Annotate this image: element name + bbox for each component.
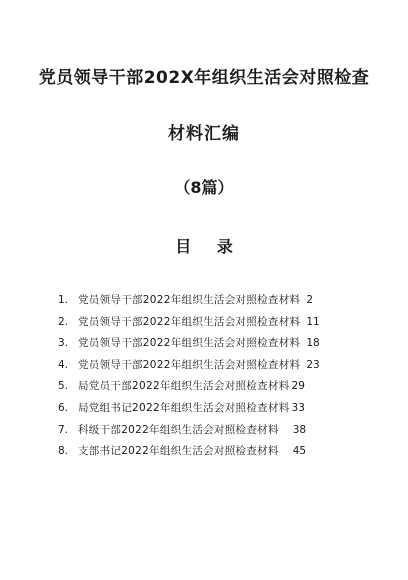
toc-entry-title: 局党员干部2022年组织生活会对照检查材料 xyxy=(78,380,290,393)
toc-entry xyxy=(58,443,358,465)
toc-entry-number: 4. xyxy=(58,358,69,371)
article-count: （8篇） xyxy=(174,178,234,197)
toc-entry-page: 38 xyxy=(292,423,307,436)
toc-entry-title: 支部书记2022年组织生活会对照检查材料 xyxy=(78,445,279,458)
toc-entry-page: 33 xyxy=(291,401,305,414)
toc-entry-title: 党员领导干部2022年组织生活会对照检查材料 xyxy=(78,315,301,328)
toc-entry xyxy=(58,335,358,357)
toc-entry-title: 党员领导干部2022年组织生活会对照检查材料 xyxy=(78,294,301,306)
toc-heading: 目 录 xyxy=(175,237,243,256)
toc-entry-number: 7. xyxy=(58,423,69,436)
toc-entry-page: 29 xyxy=(291,380,305,393)
toc-entry-title: 党员领导干部2022年组织生活会对照检查材料 xyxy=(78,358,301,371)
toc-entry xyxy=(58,314,358,336)
toc-entry xyxy=(58,378,358,400)
toc-entry-title: 科级干部2022年组织生活会对照检查材料 xyxy=(78,423,279,436)
toc-entry-number: 1. xyxy=(58,294,69,306)
toc-entry xyxy=(58,357,358,379)
toc-entry-number: 6. xyxy=(58,401,69,414)
toc-entry-page: 23 xyxy=(306,358,320,371)
toc-entry-number: 2. xyxy=(58,315,69,328)
toc-entry-title: 党员领导干部2022年组织生活会对照检查材料 xyxy=(78,337,301,350)
toc-entry-page: 2 xyxy=(306,294,314,306)
toc-entry-number: 8. xyxy=(58,445,69,458)
table-of-contents xyxy=(58,292,358,465)
toc-entry xyxy=(58,292,358,314)
toc-entry-number: 5. xyxy=(58,380,69,393)
toc-entry-title: 局党组书记2022年组织生活会对照检查材料 xyxy=(78,401,290,414)
toc-entry-page: 18 xyxy=(306,337,320,350)
toc-entry-page: 11 xyxy=(306,315,320,328)
document-title-line-1: 党员领导干部202X年组织生活会对照检查 xyxy=(38,68,370,88)
toc-entry-number: 3. xyxy=(58,337,69,350)
document-title-line-2: 材料汇编 xyxy=(168,124,240,144)
toc-entry xyxy=(58,400,358,422)
toc-entry-page: 45 xyxy=(292,445,307,458)
toc-entry xyxy=(58,422,358,444)
